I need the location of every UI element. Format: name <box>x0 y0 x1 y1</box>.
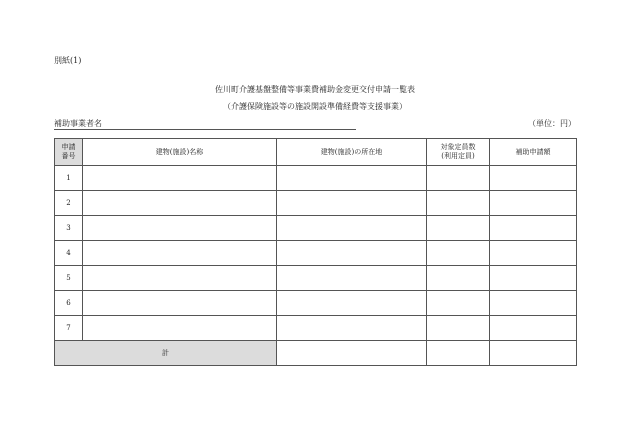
cell-location[interactable] <box>277 241 427 266</box>
cell-name[interactable] <box>83 266 277 291</box>
cell-amount[interactable] <box>490 191 577 216</box>
header-name: 建物(施設)名称 <box>83 139 277 166</box>
cell-name[interactable] <box>83 191 277 216</box>
cell-name[interactable] <box>83 291 277 316</box>
cell-name[interactable] <box>83 216 277 241</box>
cell-name[interactable] <box>83 316 277 341</box>
cell-name[interactable] <box>83 241 277 266</box>
header-location: 建物(施設)の所在地 <box>277 139 427 166</box>
cell-capacity[interactable] <box>427 191 490 216</box>
cell-location[interactable] <box>277 316 427 341</box>
cell-location[interactable] <box>277 216 427 241</box>
row-number: 5 <box>55 266 83 291</box>
total-label: 計 <box>55 341 277 366</box>
cell-amount[interactable] <box>490 166 577 191</box>
applicant-label: 補助事業者名 <box>54 119 102 128</box>
cell-location[interactable] <box>277 166 427 191</box>
header-no-line2: 番号 <box>61 152 76 160</box>
cell-location[interactable] <box>277 266 427 291</box>
cell-capacity[interactable] <box>427 241 490 266</box>
header-row <box>55 139 577 166</box>
application-table <box>54 138 577 366</box>
annex-label: 別紙(1) <box>54 56 82 65</box>
header-capacity <box>427 139 490 166</box>
total-capacity-cell[interactable] <box>427 341 490 366</box>
cell-name[interactable] <box>83 166 277 191</box>
header-capacity-line2: (利用定員) <box>441 152 475 160</box>
table-row <box>55 241 577 266</box>
cell-capacity[interactable] <box>427 166 490 191</box>
header-no <box>55 139 83 166</box>
total-amount-cell[interactable] <box>490 341 577 366</box>
row-number: 2 <box>55 191 83 216</box>
cell-location[interactable] <box>277 291 427 316</box>
applicant-underline <box>54 129 356 130</box>
table-row <box>55 266 577 291</box>
unit-label: （単位：円） <box>528 119 576 128</box>
header-amount: 補助申請額 <box>490 139 577 166</box>
cell-capacity[interactable] <box>427 316 490 341</box>
table-row <box>55 166 577 191</box>
cell-capacity[interactable] <box>427 291 490 316</box>
total-location-cell <box>277 341 427 366</box>
cell-capacity[interactable] <box>427 266 490 291</box>
cell-amount[interactable] <box>490 316 577 341</box>
header-no-line1: 申請 <box>61 143 76 151</box>
table-row <box>55 316 577 341</box>
cell-amount[interactable] <box>490 241 577 266</box>
table-row <box>55 291 577 316</box>
table-row <box>55 216 577 241</box>
row-number: 4 <box>55 241 83 266</box>
document-title: 佐川町介護基盤整備等事業費補助金変更交付申請一覧表 <box>215 85 415 94</box>
cell-capacity[interactable] <box>427 216 490 241</box>
row-number: 3 <box>55 216 83 241</box>
cell-location[interactable] <box>277 191 427 216</box>
table-row <box>55 191 577 216</box>
cell-amount[interactable] <box>490 216 577 241</box>
cell-amount[interactable] <box>490 291 577 316</box>
header-capacity-line1: 対象定員数 <box>440 143 476 151</box>
cell-amount[interactable] <box>490 266 577 291</box>
row-number: 7 <box>55 316 83 341</box>
row-number: 6 <box>55 291 83 316</box>
row-number: 1 <box>55 166 83 191</box>
document-subtitle: （介護保険施設等の施設開設準備経費等支援事業） <box>223 102 407 111</box>
total-row <box>55 341 577 366</box>
